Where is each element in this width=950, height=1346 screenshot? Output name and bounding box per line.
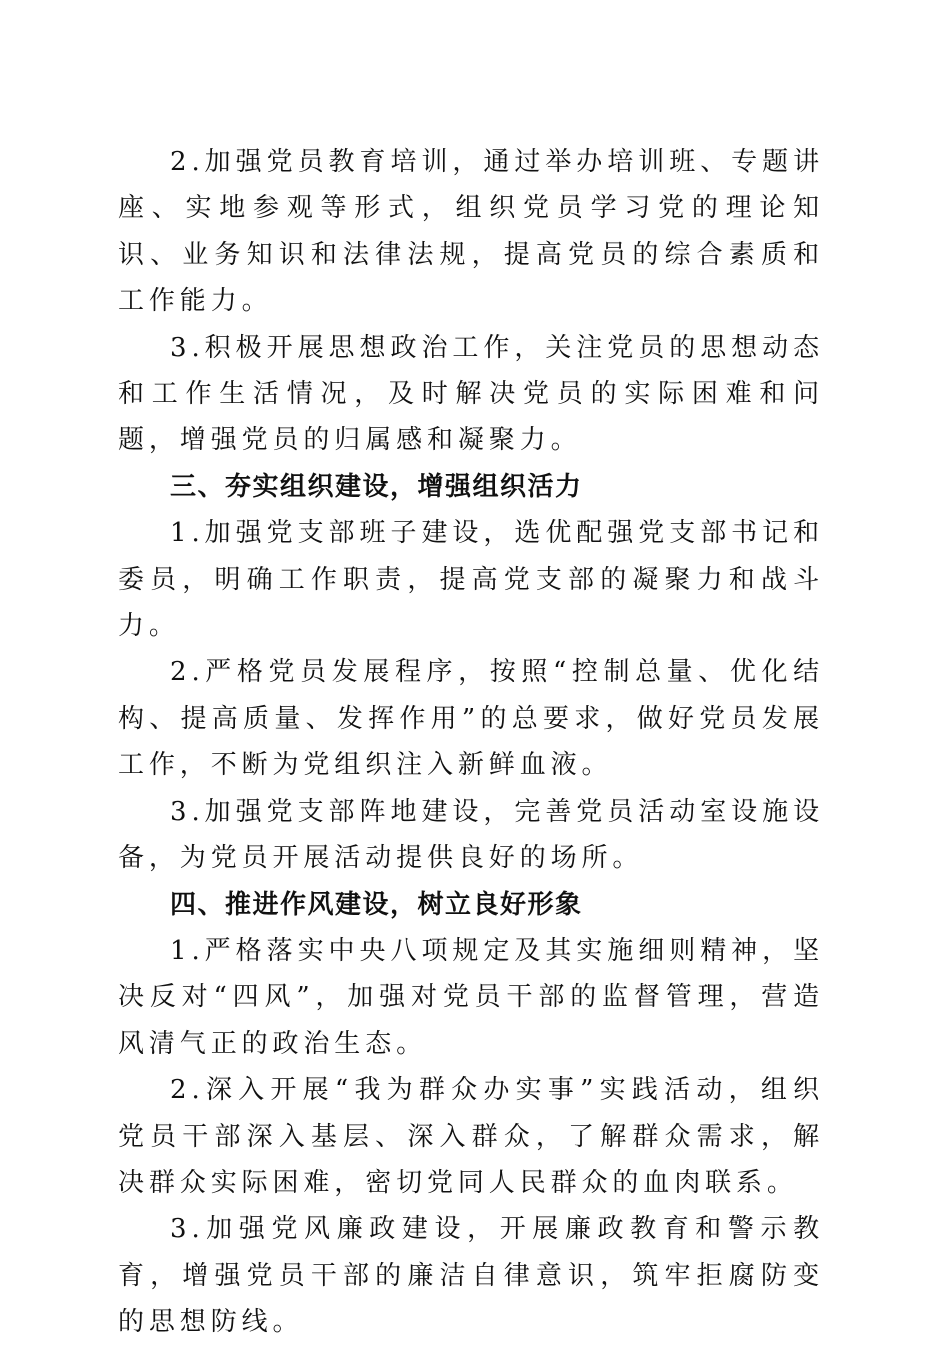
paragraph-item: 2.严格党员发展程序，按照“控制总量、优化结构、提高质量、发挥作用”的总要求，做好党员发展工作，不断为党组织注入新鲜血液。 <box>118 657 824 781</box>
section-heading: 四、推进作风建设，树立良好形象 <box>170 889 583 920</box>
paragraph-item: 2.深入开展“我为群众办实事”实践活动，组织党员干部深入基层、深入群众，了解群众需求，解决群众实际困难，密切党同人民群众的血肉联系。 <box>118 1075 824 1198</box>
paragraph-item: 3.加强党风廉政建设，开展廉政教育和警示教育，增强党员干部的廉洁自律意识，筑牢拒腐防变的思想防线。 <box>118 1214 824 1338</box>
paragraph-item: 1.加强党支部班子建设，选优配强党支部书记和委员，明确工作职责，提高党支部的凝聚力和战斗力。 <box>118 518 824 642</box>
paragraph-item: 3.积极开展思想政治工作，关注党员的思想动态和工作生活情况，及时解决党员的实际困难和问题，增强党员的归属感和凝聚力。 <box>118 332 824 456</box>
paragraph-item: 3.加强党支部阵地建设，完善党员活动室设施设备，为党员开展活动提供良好的场所。 <box>118 796 824 874</box>
paragraph-item: 2.加强党员教育培训，通过举办培训班、专题讲座、实地参观等形式，组织党员学习党的理论知识、业务知识和法律法规，提高党员的综合素质和工作能力。 <box>118 147 824 317</box>
document-body <box>118 139 824 1346</box>
paragraph-item: 1.严格落实中央八项规定及其实施细则精神，坚决反对“四风”，加强对党员干部的监督管理，营造风清气正的政治生态。 <box>118 935 824 1059</box>
section-heading: 三、夯实组织建设，增强组织活力 <box>170 471 583 502</box>
